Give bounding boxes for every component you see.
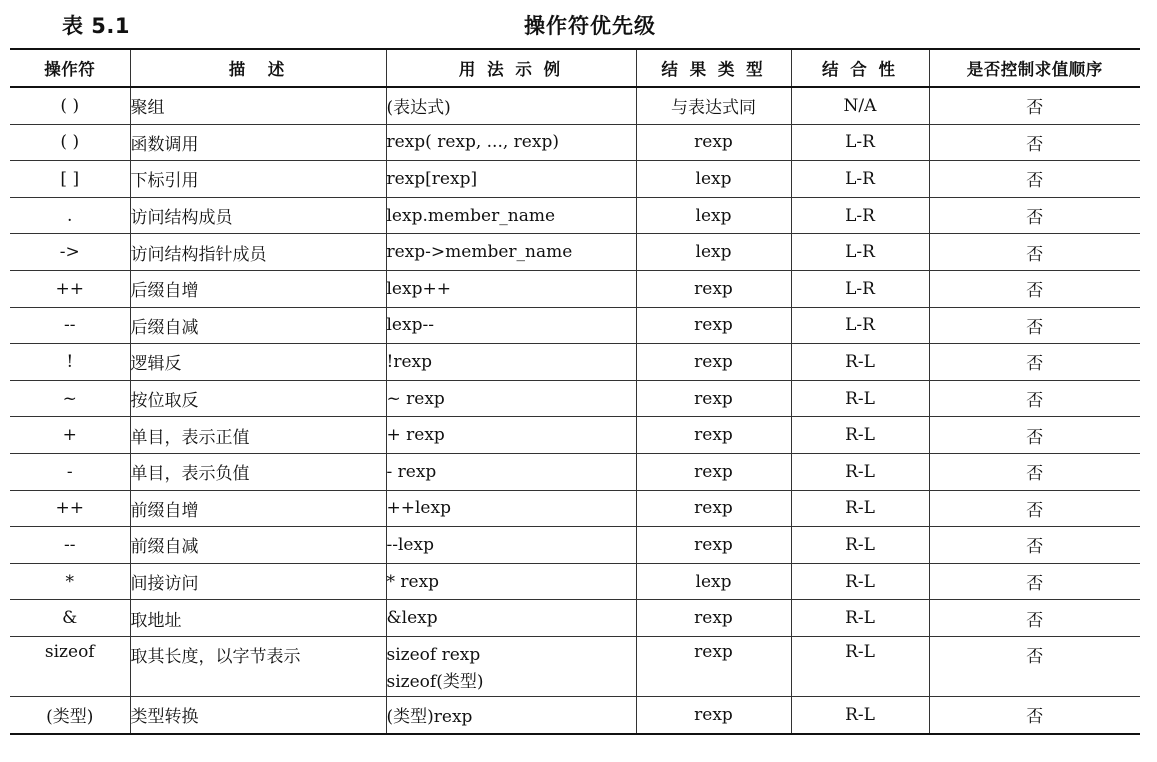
header-controls-eval-order: 是否控制求值顺序 bbox=[929, 49, 1140, 87]
cell-operator: - bbox=[10, 453, 130, 490]
cell-description: 取其长度，以字节表示 bbox=[130, 636, 386, 696]
cell-operator: sizeof bbox=[10, 636, 130, 696]
cell-description: 间接访问 bbox=[130, 563, 386, 600]
cell-result-type: rexp bbox=[636, 600, 791, 637]
table-row bbox=[10, 696, 1140, 733]
cell-associativity: R-L bbox=[791, 527, 929, 564]
cell-result-type: rexp bbox=[636, 124, 791, 161]
usage-line: sizeof rexp bbox=[386, 644, 481, 665]
cell-controls-eval-order: 否 bbox=[929, 270, 1140, 307]
cell-usage-example: lexp.member_name bbox=[386, 197, 636, 234]
cell-associativity: L-R bbox=[791, 161, 929, 198]
table-row bbox=[10, 161, 1140, 198]
cell-result-type: rexp bbox=[636, 380, 791, 417]
cell-result-type: lexp bbox=[636, 563, 791, 600]
cell-controls-eval-order: 否 bbox=[929, 380, 1140, 417]
cell-description: 按位取反 bbox=[130, 380, 386, 417]
cell-result-type: rexp bbox=[636, 636, 791, 696]
cell-associativity: R-L bbox=[791, 490, 929, 527]
cell-description: 单目，表示负值 bbox=[130, 453, 386, 490]
table-row bbox=[10, 234, 1140, 271]
header-description: 描 述 bbox=[130, 49, 386, 87]
cell-associativity: L-R bbox=[791, 234, 929, 271]
cell-controls-eval-order: 否 bbox=[929, 161, 1140, 198]
cell-description: 单目，表示正值 bbox=[130, 417, 386, 454]
cell-usage-example: rexp( rexp, ..., rexp) bbox=[386, 124, 636, 161]
cell-controls-eval-order: 否 bbox=[929, 490, 1140, 527]
cell-operator: + bbox=[10, 417, 130, 454]
cell-associativity: R-L bbox=[791, 563, 929, 600]
cell-description: 取地址 bbox=[130, 600, 386, 637]
cell-associativity: R-L bbox=[791, 453, 929, 490]
table-row bbox=[10, 87, 1140, 124]
cell-controls-eval-order: 否 bbox=[929, 87, 1140, 124]
cell-result-type: rexp bbox=[636, 270, 791, 307]
table-body bbox=[10, 87, 1140, 734]
cell-controls-eval-order: 否 bbox=[929, 600, 1140, 637]
header-associativity: 结 合 性 bbox=[791, 49, 929, 87]
cell-associativity: L-R bbox=[791, 197, 929, 234]
table-row bbox=[10, 563, 1140, 600]
cell-associativity: R-L bbox=[791, 636, 929, 696]
cell-description: 访问结构成员 bbox=[130, 197, 386, 234]
cell-description: 下标引用 bbox=[130, 161, 386, 198]
cell-associativity: R-L bbox=[791, 380, 929, 417]
cell-operator: . bbox=[10, 197, 130, 234]
cell-usage-example: --lexp bbox=[386, 527, 636, 564]
cell-operator: ( ) bbox=[10, 124, 130, 161]
cell-controls-eval-order: 否 bbox=[929, 696, 1140, 733]
cell-associativity: R-L bbox=[791, 344, 929, 381]
cell-controls-eval-order: 否 bbox=[929, 453, 1140, 490]
table-row bbox=[10, 270, 1140, 307]
cell-description: 后缀自增 bbox=[130, 270, 386, 307]
cell-associativity: L-R bbox=[791, 270, 929, 307]
cell-operator: -- bbox=[10, 307, 130, 344]
cell-associativity: R-L bbox=[791, 417, 929, 454]
table-row bbox=[10, 490, 1140, 527]
cell-operator: (类型) bbox=[10, 696, 130, 733]
cell-controls-eval-order: 否 bbox=[929, 563, 1140, 600]
cell-controls-eval-order: 否 bbox=[929, 417, 1140, 454]
cell-controls-eval-order: 否 bbox=[929, 344, 1140, 381]
cell-usage-example: &lexp bbox=[386, 600, 636, 637]
cell-associativity: R-L bbox=[791, 696, 929, 733]
table-row bbox=[10, 307, 1140, 344]
usage-line: sizeof(类型) bbox=[386, 671, 484, 692]
table-row bbox=[10, 344, 1140, 381]
cell-associativity: N/A bbox=[791, 87, 929, 124]
cell-result-type: lexp bbox=[636, 161, 791, 198]
table-row bbox=[10, 417, 1140, 454]
cell-description: 逻辑反 bbox=[130, 344, 386, 381]
cell-controls-eval-order: 否 bbox=[929, 124, 1140, 161]
cell-controls-eval-order: 否 bbox=[929, 307, 1140, 344]
cell-operator: -- bbox=[10, 527, 130, 564]
table-row bbox=[10, 380, 1140, 417]
header-usage-example: 用 法 示 例 bbox=[386, 49, 636, 87]
cell-associativity: L-R bbox=[791, 124, 929, 161]
cell-usage-example: lexp-- bbox=[386, 307, 636, 344]
cell-controls-eval-order: 否 bbox=[929, 197, 1140, 234]
table-row bbox=[10, 527, 1140, 564]
cell-description: 类型转换 bbox=[130, 696, 386, 733]
table-row bbox=[10, 636, 1140, 696]
cell-usage-example: - rexp bbox=[386, 453, 636, 490]
cell-operator: ++ bbox=[10, 490, 130, 527]
cell-result-type: 与表达式同 bbox=[636, 87, 791, 124]
table-row bbox=[10, 197, 1140, 234]
cell-usage-example: + rexp bbox=[386, 417, 636, 454]
table-row bbox=[10, 124, 1140, 161]
cell-usage-example: ++lexp bbox=[386, 490, 636, 527]
table-number: 表 5.1 bbox=[62, 14, 131, 38]
cell-usage-example: !rexp bbox=[386, 344, 636, 381]
table-header-row bbox=[10, 49, 1140, 87]
cell-operator: ~ bbox=[10, 380, 130, 417]
cell-usage-example: rexp->member_name bbox=[386, 234, 636, 271]
cell-result-type: lexp bbox=[636, 234, 791, 271]
cell-result-type: rexp bbox=[636, 344, 791, 381]
cell-description: 聚组 bbox=[130, 87, 386, 124]
header-result-type: 结 果 类 型 bbox=[636, 49, 791, 87]
cell-usage-example: (类型)rexp bbox=[386, 696, 636, 733]
cell-operator: & bbox=[10, 600, 130, 637]
cell-usage-example: * rexp bbox=[386, 563, 636, 600]
cell-result-type: rexp bbox=[636, 307, 791, 344]
cell-result-type: rexp bbox=[636, 417, 791, 454]
cell-associativity: L-R bbox=[791, 307, 929, 344]
cell-operator: * bbox=[10, 563, 130, 600]
table-title: 操作符优先级 bbox=[524, 14, 656, 38]
cell-operator: -> bbox=[10, 234, 130, 271]
cell-usage-example: (表达式) bbox=[386, 87, 636, 124]
cell-usage-example: rexp[rexp] bbox=[386, 161, 636, 198]
cell-associativity: R-L bbox=[791, 600, 929, 637]
table-row bbox=[10, 600, 1140, 637]
cell-result-type: lexp bbox=[636, 197, 791, 234]
cell-result-type: rexp bbox=[636, 696, 791, 733]
table-row bbox=[10, 453, 1140, 490]
cell-description: 函数调用 bbox=[130, 124, 386, 161]
cell-operator: [ ] bbox=[10, 161, 130, 198]
cell-usage-example: lexp++ bbox=[386, 270, 636, 307]
cell-usage-example: ~ rexp bbox=[386, 380, 636, 417]
cell-description: 访问结构指针成员 bbox=[130, 234, 386, 271]
cell-result-type: rexp bbox=[636, 527, 791, 564]
cell-controls-eval-order: 否 bbox=[929, 636, 1140, 696]
cell-controls-eval-order: 否 bbox=[929, 527, 1140, 564]
cell-usage-example bbox=[386, 636, 636, 696]
cell-operator: ( ) bbox=[10, 87, 130, 124]
cell-result-type: rexp bbox=[636, 453, 791, 490]
cell-description: 后缀自减 bbox=[130, 307, 386, 344]
cell-operator: ! bbox=[10, 344, 130, 381]
cell-result-type: rexp bbox=[636, 490, 791, 527]
cell-description: 前缀自减 bbox=[130, 527, 386, 564]
header-operator: 操作符 bbox=[10, 49, 130, 87]
operator-precedence-table bbox=[10, 48, 1140, 735]
cell-controls-eval-order: 否 bbox=[929, 234, 1140, 271]
cell-operator: ++ bbox=[10, 270, 130, 307]
cell-description: 前缀自增 bbox=[130, 490, 386, 527]
